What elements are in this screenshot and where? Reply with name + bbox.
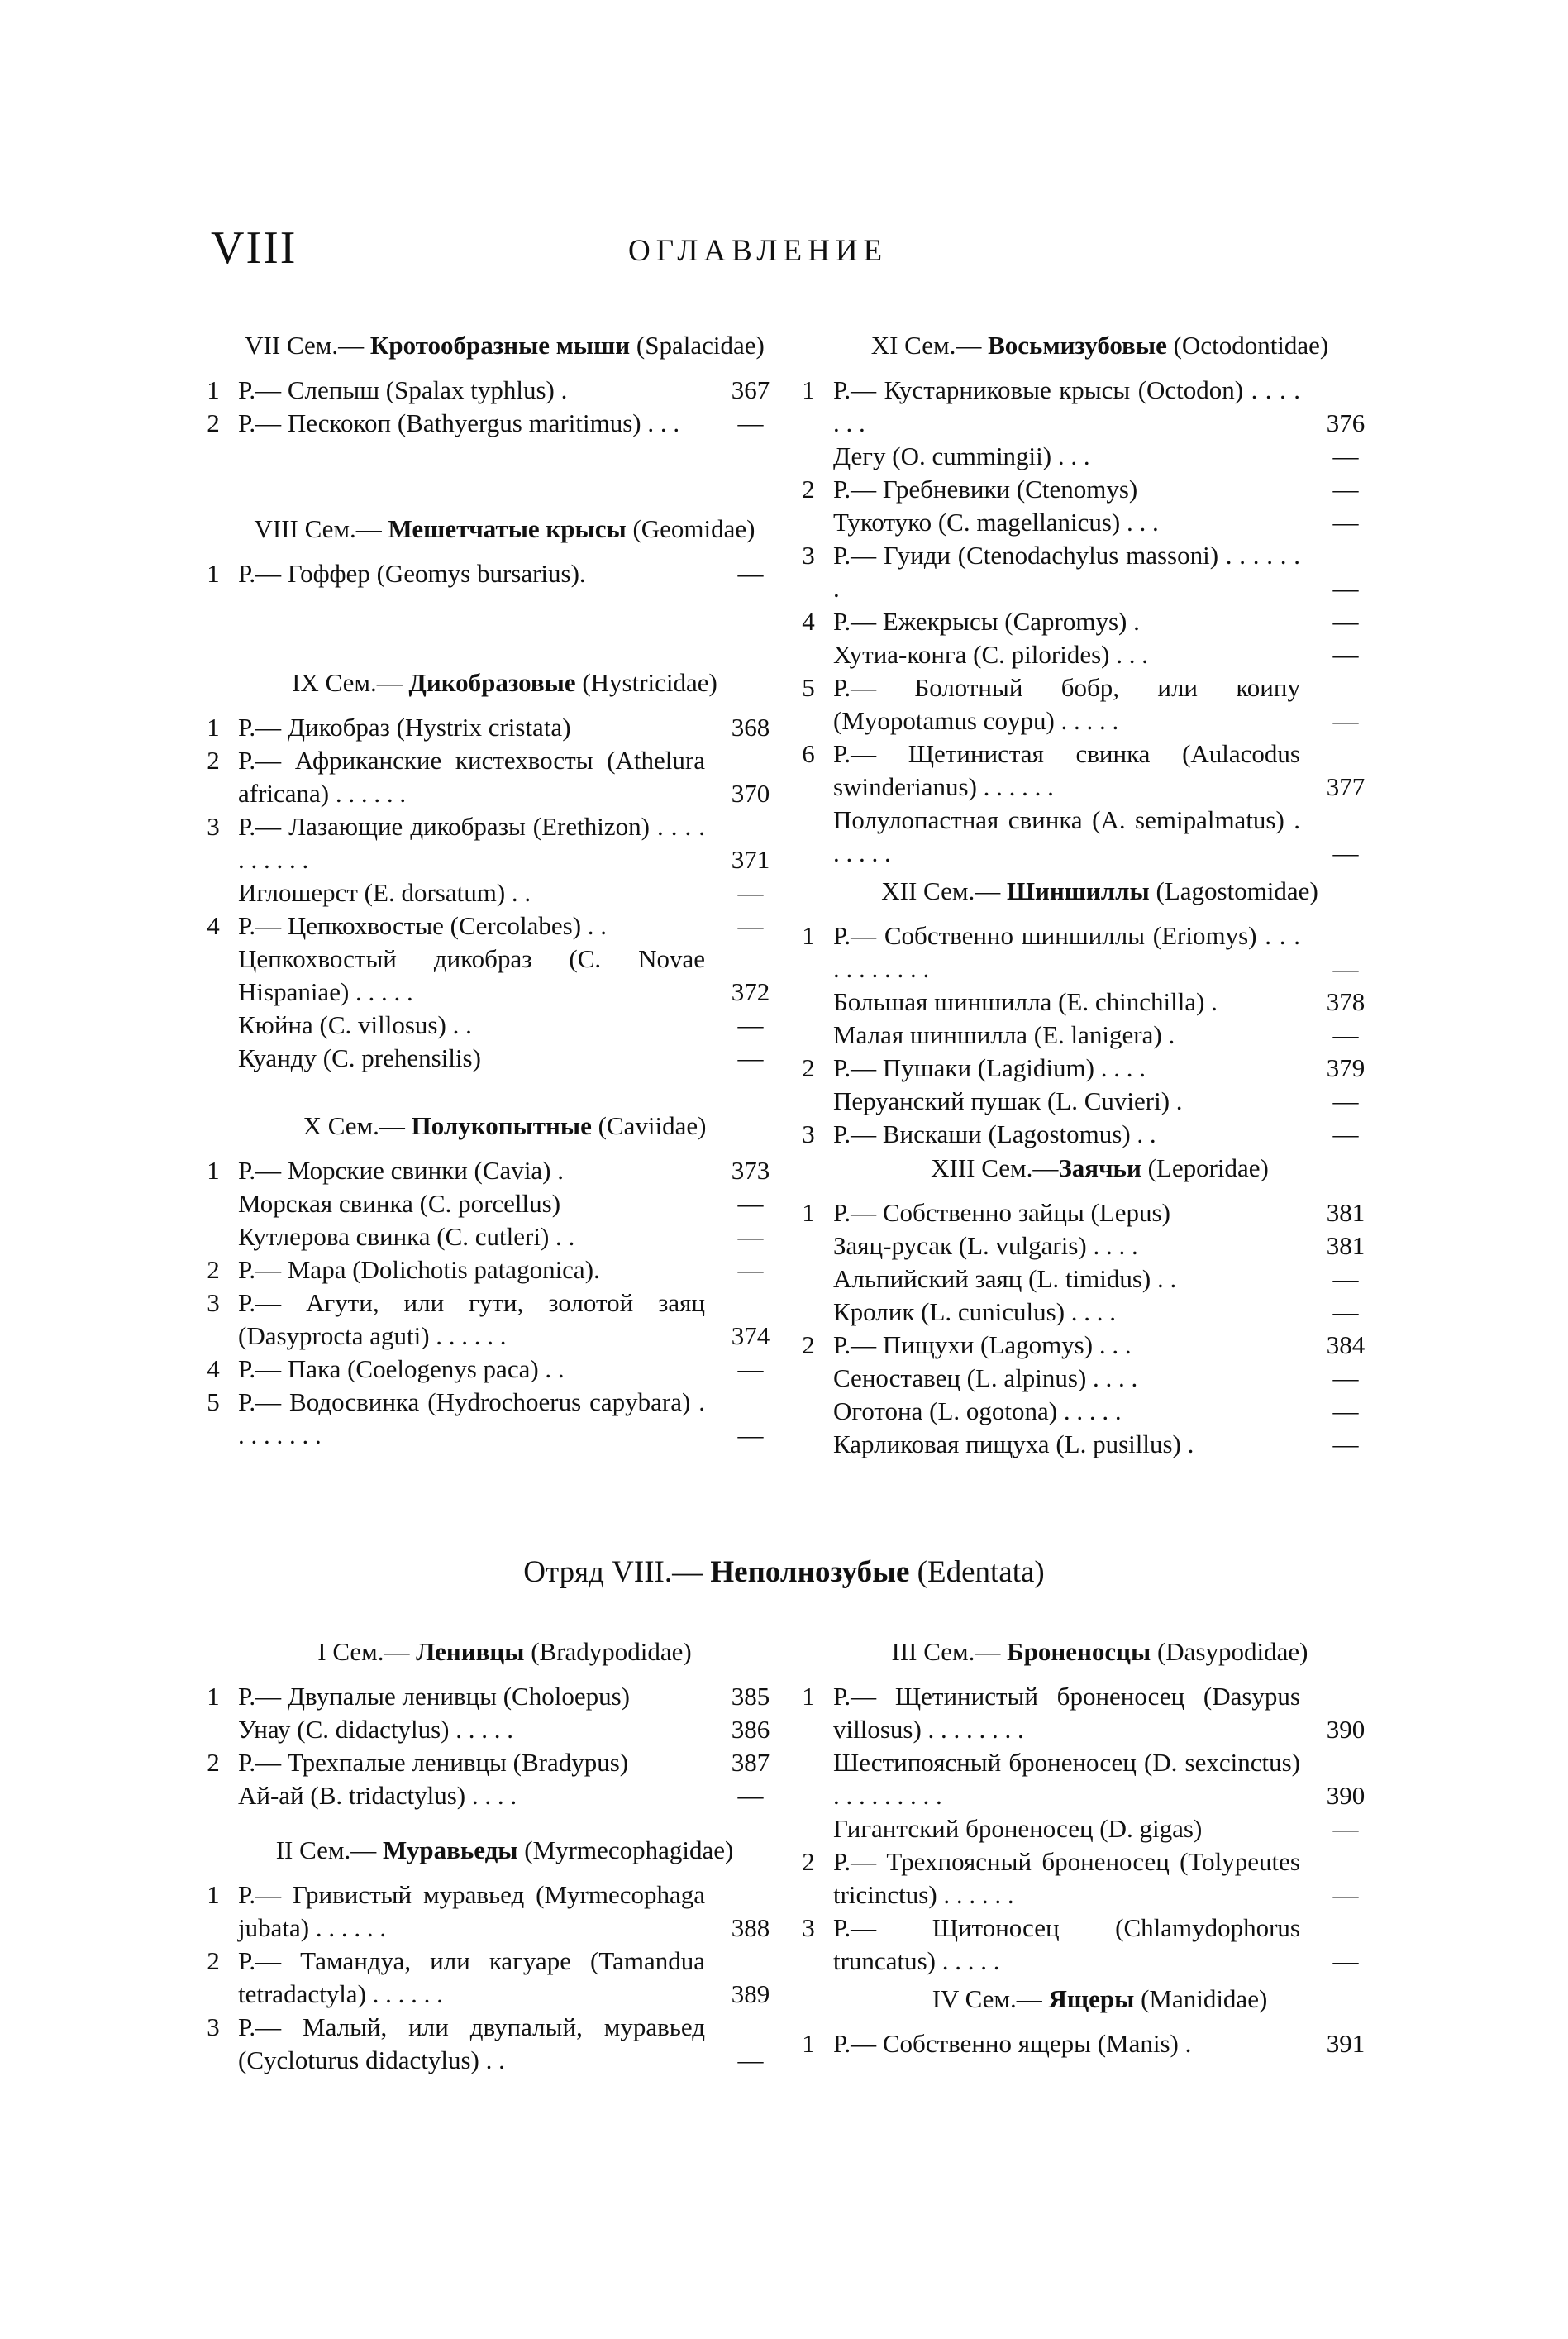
- entry-text: Р.— Собственно зайцы (Lepus): [833, 1198, 1170, 1227]
- entry-number: 1: [207, 1156, 220, 1185]
- entry-page: —: [737, 878, 764, 907]
- entry-number: 3: [207, 812, 220, 841]
- entry-text: Р.— Ежекрысы (Capromys) .: [833, 607, 1140, 636]
- entry-text: Гигантский броненосец (D. gigas): [833, 1814, 1203, 1843]
- entry-text: Р.— Щитоносец (Chlamydophorus truncatus) . . . . .: [833, 1913, 1300, 1975]
- entry-page: —: [1332, 1264, 1359, 1293]
- entry-text: Р.— Тамандуа, или кагуаре (Tamandua tetradactyla) . . . . . .: [238, 1946, 705, 2008]
- entry-number: 2: [207, 746, 220, 775]
- toc-entry: [802, 2027, 1375, 2060]
- toc-entry: [802, 1912, 1375, 1978]
- entry-page: 373: [731, 1156, 770, 1185]
- entry-text: Перуанский пушак (L. Cuvieri) .: [833, 1086, 1183, 1115]
- entry-number: 2: [802, 1053, 815, 1082]
- toc-entry: [207, 1154, 779, 1187]
- entry-text: Р.— Морские свинки (Cavia) .: [238, 1156, 565, 1185]
- toc-entry: [825, 440, 1375, 473]
- entry-text: Р.— Агути, или гути, золотой заяц (Dasyprocta aguti) . . . . . .: [238, 1288, 705, 1350]
- entry-text: Р.— Двупалые ленивцы (Choloepus): [238, 1682, 630, 1711]
- entry-page: —: [1332, 607, 1359, 636]
- family-block: [802, 1635, 1375, 1978]
- entry-number: 1: [207, 559, 220, 588]
- entry-text: Полулопастная свинка (A. semipalmatus) . . . . . .: [833, 805, 1300, 867]
- family-block: [802, 875, 1375, 1151]
- toc-entry: [825, 1019, 1375, 1052]
- entry-text: Унау (C. didactylus) . . . . .: [238, 1715, 513, 1744]
- entry-page: —: [1332, 706, 1359, 735]
- entry-number: 2: [802, 1847, 815, 1876]
- entry-text: Кюйна (C. villosus) . .: [238, 1010, 472, 1039]
- entry-page: 374: [731, 1321, 770, 1350]
- toc-entry: [825, 986, 1375, 1019]
- family-heading: II Сем.— Муравьеды (Myrmecophagidae): [275, 1835, 734, 1864]
- toc-entry: [802, 1329, 1375, 1362]
- entry-page: 370: [731, 779, 770, 808]
- toc-entry: [802, 473, 1375, 506]
- entry-page: —: [1332, 1396, 1359, 1425]
- family-heading: XII Сем.— Шиншиллы (Lagostomidae): [881, 876, 1318, 905]
- family-heading: I Сем.— Ленивцы (Bradypodidae): [317, 1637, 692, 1666]
- entry-text: Р.— Мара (Dolichotis patagonica).: [238, 1255, 600, 1284]
- toc-entry: [207, 1746, 779, 1779]
- entry-page: 377: [1326, 772, 1365, 801]
- entry-text: Тукотуко (C. magellanicus) . . .: [833, 508, 1159, 537]
- entry-text: Р.— Гуиди (Ctenodachylus massoni) . . . . . . .: [833, 541, 1300, 603]
- entry-page: 388: [731, 1913, 770, 1942]
- toc-entry: [207, 1286, 779, 1353]
- entry-text: Р.— Трехпалые ленивцы (Bradypus): [238, 1748, 629, 1777]
- toc-entry: [825, 506, 1375, 539]
- entry-page: 387: [731, 1748, 770, 1777]
- toc-entry: [207, 1386, 779, 1452]
- entry-text: Морская свинка (C. porcellus): [238, 1189, 561, 1218]
- entry-page: —: [1332, 508, 1359, 537]
- toc-entry: [802, 539, 1375, 605]
- entry-text: Р.— Гривистый муравьед (Myrmecophaga jubata) . . . . . .: [238, 1880, 705, 1942]
- toc-entry: [825, 804, 1375, 870]
- toc-entry: [207, 1945, 779, 2011]
- toc-entry: [825, 1428, 1375, 1461]
- entry-text: Р.— Собственно ящеры (Manis) .: [833, 2029, 1192, 2058]
- family-heading: VII Сем.— Кротообразные мыши (Spalacidae): [245, 331, 765, 360]
- toc-entry: [825, 1263, 1375, 1296]
- family-heading: XI Сем.— Восьмизубовые (Octodontidae): [870, 331, 1329, 360]
- entry-text: Р.— Пищухи (Lagomys) . . .: [833, 1330, 1132, 1359]
- entry-number: 4: [802, 607, 815, 636]
- entry-text: Иглошерст (E. dorsatum) . .: [238, 878, 531, 907]
- toc-entry: [230, 1779, 779, 1812]
- entry-text: Р.— Щетинистый броненосец (Dasypus villosus) . . . . . . . .: [833, 1682, 1300, 1744]
- family-block: [207, 666, 779, 1075]
- entry-page: 384: [1326, 1330, 1365, 1359]
- entry-page: —: [737, 1010, 764, 1039]
- entry-page: —: [1332, 1119, 1359, 1148]
- entry-page: 391: [1326, 2029, 1365, 2058]
- entry-text: Р.— Трехпоясный броненосец (Tolypeutes tricinctus) . . . . . .: [833, 1847, 1300, 1909]
- entry-text: Кутлерова свинка (C. cutleri) . .: [238, 1222, 575, 1251]
- entry-page: —: [737, 1255, 764, 1284]
- entry-number: 3: [802, 541, 815, 570]
- toc-entry: [230, 1187, 779, 1220]
- toc-entry: [825, 1362, 1375, 1395]
- entry-page: 379: [1326, 1053, 1365, 1082]
- toc-entry: [802, 1680, 1375, 1746]
- family-block: [207, 329, 779, 440]
- toc-entry: [802, 605, 1375, 638]
- entry-page: —: [737, 1354, 764, 1383]
- toc-entry: [230, 1009, 779, 1042]
- entry-page: 381: [1326, 1198, 1365, 1227]
- entry-page: —: [1332, 1946, 1359, 1975]
- toc-entry: [230, 1713, 779, 1746]
- entry-text: Карликовая пищуха (L. pusillus) .: [833, 1430, 1194, 1458]
- entry-number: 1: [802, 921, 815, 950]
- entry-text: Р.— Щетинистая свинка (Aulacodus swinderianus) . . . . . .: [833, 739, 1300, 801]
- entry-page: 378: [1326, 987, 1365, 1016]
- toc-entry: [207, 1878, 779, 1945]
- page-header: [211, 222, 1368, 288]
- entry-number: 1: [207, 713, 220, 742]
- entry-page: —: [1332, 1430, 1359, 1458]
- entry-page: —: [1332, 954, 1359, 983]
- toc-entry: [825, 1395, 1375, 1428]
- entry-number: 4: [207, 1354, 220, 1383]
- toc-entry: [207, 374, 779, 407]
- entry-text: Ай-ай (B. tridactylus) . . . .: [238, 1781, 517, 1810]
- entry-number: 3: [207, 2012, 220, 2041]
- entry-text: Р.— Слепыш (Spalax typhlus) .: [238, 375, 568, 404]
- entry-number: 1: [802, 1198, 815, 1227]
- family-heading: IX Сем.— Дикобразовые (Hystricidae): [292, 668, 717, 697]
- family-heading: IV Сем.— Ящеры (Manididae): [932, 1984, 1268, 2013]
- entry-page: 376: [1326, 408, 1365, 437]
- entry-page: —: [1332, 1814, 1359, 1843]
- family-heading: XIII Сем.—Заячьи (Leporidae): [931, 1153, 1269, 1182]
- family-block: [207, 513, 779, 590]
- family-block: [207, 1110, 779, 1452]
- entry-page: —: [1332, 574, 1359, 603]
- family-block: [802, 329, 1375, 870]
- entry-text: Р.— Лазающие дикобразы (Erethizon) . . . . . . . . . .: [238, 812, 705, 874]
- family-heading: VIII Сем.— Мешетчатые крысы (Geomidae): [254, 514, 755, 543]
- toc-entry: [802, 1052, 1375, 1085]
- entry-text: Альпийский заяц (L. timidus) . .: [833, 1264, 1177, 1293]
- entry-page: —: [737, 2045, 764, 2074]
- toc-entry: [825, 638, 1375, 671]
- family-block: [207, 1635, 779, 1812]
- entry-number: 1: [802, 1682, 815, 1711]
- entry-text: Шестипоясный броненосец (D. sexcinctus) . . . . . . . . .: [833, 1748, 1300, 1810]
- entry-text: Малая шиншилла (E. lanigera) .: [833, 1020, 1175, 1049]
- entry-page: 390: [1326, 1781, 1365, 1810]
- entry-text: Р.— Водосвинка (Hydrochoerus capybara) . . . . . . . .: [238, 1387, 705, 1449]
- entry-number: 1: [207, 1682, 220, 1711]
- entry-page: —: [1332, 1363, 1359, 1392]
- toc-entry: [825, 1746, 1375, 1812]
- toc-entry: [230, 876, 779, 909]
- entry-number: 1: [207, 375, 220, 404]
- entry-text: Дегу (O. cummingii) . . .: [833, 442, 1090, 470]
- entry-number: 3: [207, 1288, 220, 1317]
- entry-text: Р.— Пушаки (Lagidium) . . . .: [833, 1053, 1146, 1082]
- entry-number: 2: [207, 1748, 220, 1777]
- toc-entry: [207, 2011, 779, 2077]
- entry-text: Р.— Цепкохвостые (Cercolabes) . .: [238, 911, 608, 940]
- entry-page: —: [1332, 838, 1359, 867]
- toc-entry: [207, 1353, 779, 1386]
- toc-entry: [207, 557, 779, 590]
- entry-number: 2: [207, 1255, 220, 1284]
- entry-text: Р.— Вискаши (Lagostomus) . .: [833, 1119, 1156, 1148]
- entry-page: —: [737, 1222, 764, 1251]
- entry-text: Р.— Гоффер (Geomys bursarius).: [238, 559, 586, 588]
- toc-entry: [802, 1196, 1375, 1229]
- entry-page: 368: [731, 713, 770, 742]
- toc-entry: [802, 671, 1375, 738]
- entry-page: 389: [731, 1979, 770, 2008]
- order-heading: Отряд VIII.— Неполнозубые (Edentata): [523, 1555, 1045, 1589]
- toc-entry: [230, 1220, 779, 1253]
- toc-entry: [802, 374, 1375, 440]
- toc-entry: [207, 744, 779, 810]
- family-block: [802, 1983, 1375, 2060]
- entry-text: Р.— Гребневики (Ctenomys): [833, 475, 1138, 504]
- entry-text: Оготона (L. ogotona) . . . . .: [833, 1396, 1122, 1425]
- toc-entry: [207, 909, 779, 943]
- entry-page: —: [1332, 475, 1359, 504]
- entry-text: Р.— Пака (Coelogenys paca) . .: [238, 1354, 565, 1383]
- toc-entry: [207, 1253, 779, 1286]
- entry-page: 390: [1326, 1715, 1365, 1744]
- entry-page: 386: [731, 1715, 770, 1744]
- family-block: [802, 1152, 1375, 1461]
- entry-text: Хутиа-конга (C. pilorides) . . .: [833, 640, 1148, 669]
- entry-number: 2: [802, 1330, 815, 1359]
- entry-number: 2: [207, 408, 220, 437]
- entry-number: 3: [802, 1913, 815, 1942]
- entry-text: Р.— Болотный бобр, или коипу (Myopotamus coypu) . . . . .: [833, 673, 1300, 735]
- entry-page: —: [737, 1420, 764, 1449]
- entry-text: Сеноставец (L. alpinus) . . . .: [833, 1363, 1138, 1392]
- page-number: VIII: [211, 222, 298, 274]
- entry-text: Р.— Кустарниковые крысы (Octodon) . . . . . . .: [833, 375, 1300, 437]
- entry-number: 4: [207, 911, 220, 940]
- family-heading: III Сем.— Броненосцы (Dasypodidae): [891, 1637, 1308, 1666]
- entry-page: —: [1332, 442, 1359, 470]
- toc-entry: [825, 1296, 1375, 1329]
- entry-page: 367: [731, 375, 770, 404]
- entry-page: —: [1332, 640, 1359, 669]
- entry-text: Куанду (C. prehensilis): [238, 1043, 481, 1072]
- entry-text: Заяц-русак (L. vulgaris) . . . .: [833, 1231, 1138, 1260]
- entry-page: 381: [1326, 1231, 1365, 1260]
- entry-page: —: [737, 1781, 764, 1810]
- running-title: ОГЛАВЛЕНИЕ: [628, 234, 889, 268]
- entry-number: 2: [802, 475, 815, 504]
- entry-text: Р.— Малый, или двупалый, муравьед (Cycloturus didactylus) . .: [238, 2012, 705, 2074]
- toc-entry: [802, 1845, 1375, 1912]
- family-block: [207, 1834, 779, 2077]
- toc-entry: [802, 1118, 1375, 1151]
- entry-text: Большая шиншилла (E. chinchilla) .: [833, 987, 1218, 1016]
- toc-entry: [825, 1085, 1375, 1118]
- entry-text: Р.— Африканские кистехвосты (Athelura africana) . . . . . .: [238, 746, 705, 808]
- entry-number: 5: [207, 1387, 220, 1416]
- entry-page: 372: [731, 977, 770, 1006]
- toc-entry: [207, 810, 779, 876]
- entry-page: 371: [731, 845, 770, 874]
- toc-entry: [825, 1812, 1375, 1845]
- entry-number: 1: [802, 2029, 815, 2058]
- toc-entry: [207, 407, 779, 440]
- toc-entry: [230, 1042, 779, 1075]
- entry-number: 3: [802, 1119, 815, 1148]
- entry-text: Цепкохвостый дикобраз (C. Novae Hispaniae) . . . . .: [238, 944, 705, 1006]
- entry-text: Р.— Пескокоп (Bathyergus maritimus) . . .: [238, 408, 680, 437]
- entry-page: —: [737, 1189, 764, 1218]
- entry-text: Р.— Собственно шиншиллы (Eriomys) . . . . . . . . . . .: [833, 921, 1300, 983]
- entry-text: Кролик (L. cuniculus) . . . .: [833, 1297, 1117, 1326]
- entry-page: —: [1332, 1297, 1359, 1326]
- entry-number: 5: [802, 673, 815, 702]
- toc-entry: [802, 738, 1375, 804]
- entry-number: 1: [802, 375, 815, 404]
- toc-entry: [802, 919, 1375, 986]
- entry-number: 2: [207, 1946, 220, 1975]
- toc-entry: [207, 711, 779, 744]
- entry-page: —: [737, 1043, 764, 1072]
- entry-number: 6: [802, 739, 815, 768]
- entry-page: —: [1332, 1020, 1359, 1049]
- entry-page: —: [737, 911, 764, 940]
- entry-number: 1: [207, 1880, 220, 1909]
- toc-entry: [230, 943, 779, 1009]
- toc-entry: [207, 1680, 779, 1713]
- entry-page: —: [737, 408, 764, 437]
- entry-page: —: [1332, 1086, 1359, 1115]
- entry-page: 385: [731, 1682, 770, 1711]
- entry-page: —: [737, 559, 764, 588]
- entry-text: Р.— Дикобраз (Hystrix cristata): [238, 713, 571, 742]
- family-heading: X Сем.— Полукопытные (Caviidae): [303, 1111, 707, 1140]
- entry-page: —: [1332, 1880, 1359, 1909]
- toc-entry: [825, 1229, 1375, 1263]
